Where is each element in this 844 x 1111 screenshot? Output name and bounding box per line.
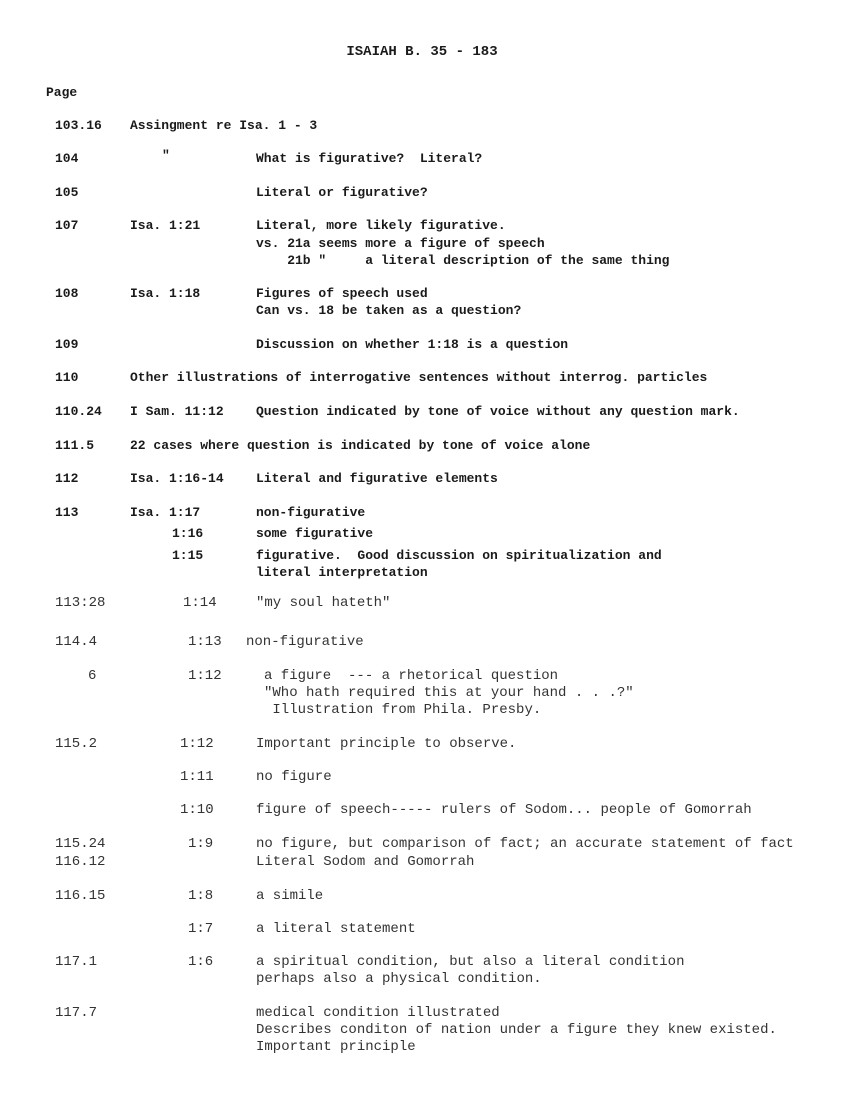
scripture-ref: I Sam. 11:12 [130, 404, 224, 419]
entry-text: no figure, but comparison of fact; an accurate statement of fact [256, 836, 794, 852]
entry-text: Assingment re Isa. 1 - 3 [130, 118, 318, 133]
entry-text: Literal or figurative? [256, 185, 428, 200]
page-number: 108 [55, 286, 79, 301]
entry-text: Important principle [256, 1039, 416, 1055]
entry-text: a simile [256, 888, 324, 904]
page-number: 104 [55, 151, 79, 166]
entry-text: "my soul hateth" [256, 595, 391, 611]
scripture-ref: 1:16 [172, 526, 204, 541]
entry-text: figurative. Good discussion on spiritualization and [256, 548, 662, 563]
entry-text: a figure --- a rhetorical question [264, 668, 559, 684]
entry-text: no figure [256, 769, 332, 785]
page-number: 109 [55, 337, 79, 352]
page-number: 110 [55, 370, 79, 385]
page-number: 117.1 [55, 954, 98, 970]
entry-text: Figures of speech used [256, 286, 428, 301]
entry-text: 21b " a literal description of the same thing [256, 253, 670, 268]
entry-text: figure of speech----- rulers of Sodom... people of Gomorrah [256, 802, 752, 818]
document-title: ISAIAH B. 35 - 183 [346, 44, 498, 60]
page-column-header: Page [46, 85, 78, 100]
entry-text: vs. 21a seems more a figure of speech [256, 236, 545, 251]
entry-text: Important principle to observe. [256, 736, 517, 752]
page-number: 115.24 [55, 836, 106, 852]
entry-text: medical condition illustrated [256, 1005, 500, 1021]
entry-text: Literal, more likely figurative. [256, 218, 506, 233]
entry-text: 22 cases where question is indicated by tone of voice alone [130, 438, 591, 453]
scripture-ref: 1:6 [188, 954, 214, 970]
entry-text: Illustration from Phila. Presby. [264, 702, 542, 718]
scripture-ref: 1:7 [188, 921, 214, 937]
page-number: 113:28 [55, 595, 106, 611]
entry-text: Literal and figurative elements [256, 471, 498, 486]
scripture-ref: Isa. 1:21 [130, 218, 201, 233]
page-number: 114.4 [55, 634, 98, 650]
page-number: 117.7 [55, 1005, 98, 1021]
page-number: 107 [55, 218, 79, 233]
entry-text: Discussion on whether 1:18 is a question [256, 337, 569, 352]
scripture-ref: 1:12 [180, 736, 214, 752]
scripture-ref: 1:14 [183, 595, 217, 611]
entry-text: Other illustrations of interrogative sentences without interrog. particles [130, 370, 708, 385]
page-number: 103.16 [55, 118, 102, 133]
entry-text: non-figurative [256, 505, 366, 520]
entry-text: "Who hath required this at your hand . . .?" [264, 685, 634, 701]
entry-text: non-figurative [246, 634, 364, 650]
scripture-ref: 1:12 [188, 668, 222, 684]
scripture-ref: Isa. 1:18 [130, 286, 201, 301]
ditto-mark: " [162, 148, 170, 163]
scripture-ref: 1:11 [180, 769, 214, 785]
entry-text: Can vs. 18 be taken as a question? [256, 303, 522, 318]
entry-text: a literal statement [256, 921, 416, 937]
page-number: 112 [55, 471, 79, 486]
scripture-ref: 1:8 [188, 888, 214, 904]
page-number: 111.5 [55, 438, 95, 453]
page-number: 105 [55, 185, 79, 200]
entry-text: Question indicated by tone of voice without any question mark. [256, 404, 740, 419]
entry-text: a spiritual condition, but also a literal condition [256, 954, 685, 970]
page-number: 110.24 [55, 404, 102, 419]
scripture-ref: 1:13 [188, 634, 222, 650]
scripture-ref: 1:15 [172, 548, 204, 563]
page-number: 116.15 [55, 888, 106, 904]
scripture-ref: 1:9 [188, 836, 214, 852]
entry-text: some figurative [256, 526, 374, 541]
scripture-ref: Isa. 1:16-14 [130, 471, 224, 486]
entry-text: literal interpretation [256, 565, 428, 580]
entry-text: perhaps also a physical condition. [256, 971, 542, 987]
scripture-ref: Isa. 1:17 [130, 505, 201, 520]
page-number: 115.2 [55, 736, 98, 752]
entry-text: What is figurative? Literal? [256, 151, 483, 166]
page-number: 116.12 [55, 854, 106, 870]
entry-text: Literal Sodom and Gomorrah [256, 854, 475, 870]
entry-text: Describes conditon of nation under a figure they knew existed. [256, 1022, 777, 1038]
page-number: 6 [88, 668, 97, 684]
page-number: 113 [55, 505, 79, 520]
scripture-ref: 1:10 [180, 802, 214, 818]
